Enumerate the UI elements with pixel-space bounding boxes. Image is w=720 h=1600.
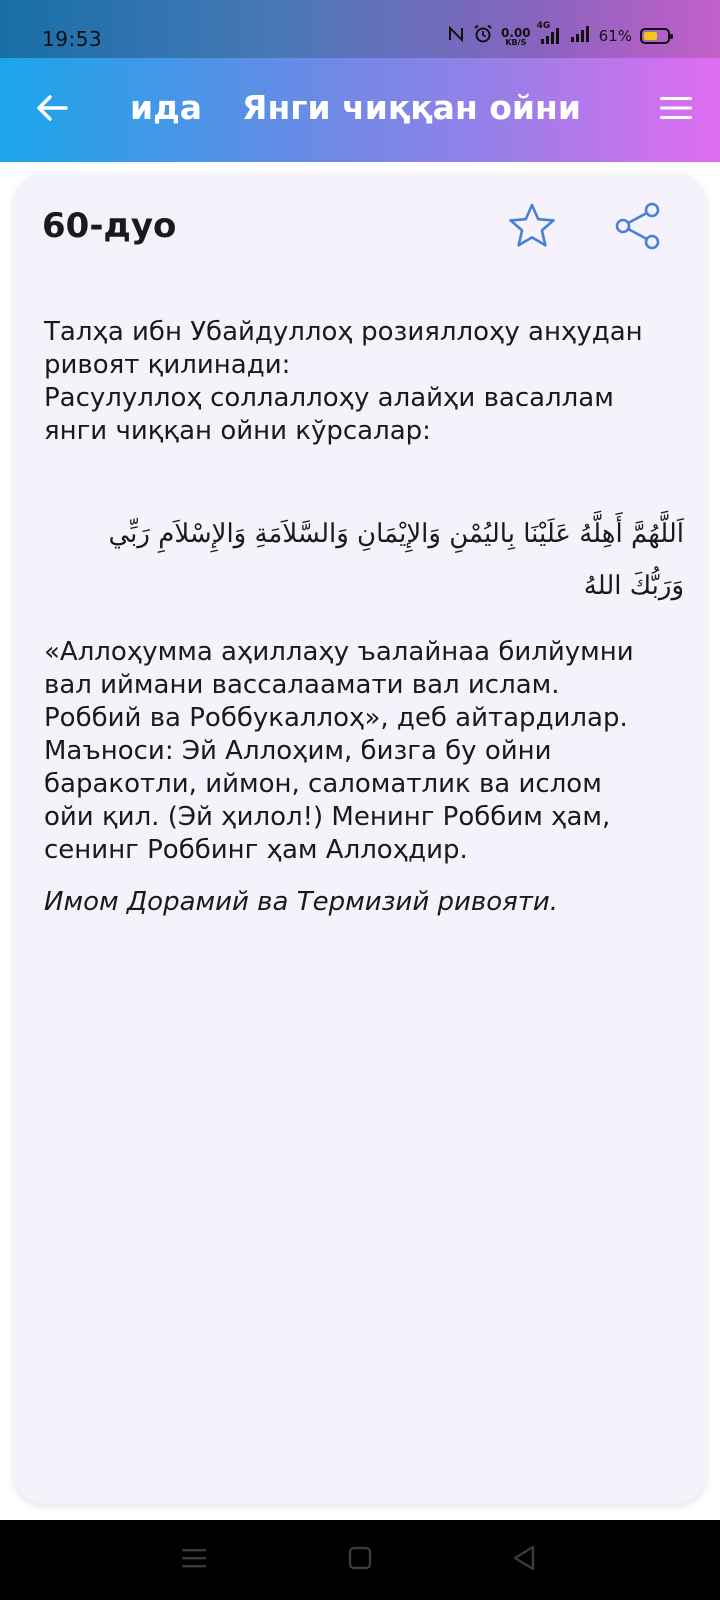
net-speed [501,28,531,48]
alarm-icon [473,24,493,48]
intro-line: янги чиққан ойни кўрсалар: [44,416,431,446]
intro-line: ривоят қилинади: [44,350,291,380]
translation-line: ойи қил. (Эй ҳилол!) Менинг Роббим ҳам, [44,802,611,832]
status-time: 19:53 [42,27,103,51]
status-bar [0,0,720,58]
signal-4g-icon [536,21,561,45]
home-icon [348,1546,372,1574]
battery-percent: 61% [598,27,632,45]
arabic-text: اَللَّهُمَّ أَهِلَّهُ عَلَيْنَا بِاليُمْنِ وَالإِيْمَانِ وَالسَّلاَمَةِ وَالإِسْلاَمِ رَبِّي وَرَبُّكَ اللهُ [108,519,684,601]
app-bar [0,58,720,162]
battery-icon [640,28,670,44]
nav-back-button[interactable] [504,1542,544,1578]
intro-line: Талҳа ибн Убайдуллоҳ розияллоҳу анҳудан [44,317,643,347]
net-speed-value: 0.00 [501,26,531,40]
signal-icon [569,25,591,47]
intro-text [44,316,684,448]
nfc-icon [447,25,465,47]
back-icon [512,1545,536,1575]
back-button[interactable] [28,86,76,134]
system-nav-bar [0,1520,720,1600]
share-button[interactable] [610,200,666,256]
star-outline-icon [507,202,557,254]
translation-line: сенинг Роббинг ҳам Аллоҳдир. [44,835,468,865]
dua-card [14,174,706,1504]
translation-line: Роббий ва Роббукаллоҳ», деб айтардилар. [44,703,628,733]
intro-line: Расулуллоҳ соллаллоҳу алайҳи васаллам [44,383,614,413]
translation-line: «Аллоҳумма аҳиллаҳу ъалайнаа билйумни [44,637,634,667]
share-icon [614,201,662,255]
menu-button[interactable] [652,86,700,134]
page-title: Янги чиққан ойни [242,88,581,127]
net-speed-unit: KB/S [505,38,527,47]
arrow-left-icon [35,93,69,127]
translation-text [44,636,684,867]
title-prev-partial: ида [130,88,203,127]
recent-apps-button[interactable] [174,1542,214,1578]
home-button[interactable] [340,1542,380,1578]
marquee-text [130,88,581,127]
network-type: 4G [536,21,551,31]
source-text: Имом Дорамий ва Термизий ривояти. [44,887,559,917]
translation-line: Маъноси: Эй Аллоҳим, бизга бу ойни [44,736,552,766]
hamburger-menu-icon [659,95,693,125]
translation-line: вал иймани вассалаамати вал ислам. [44,670,560,700]
status-icons [447,21,670,48]
favorite-button[interactable] [504,200,560,256]
battery-fill [644,32,657,40]
dua-title: 60-дуо [42,206,177,246]
recent-apps-icon [181,1547,207,1573]
translation-line: баракотли, иймон, саломатлик ва ислом [44,769,602,799]
title-marquee [130,80,602,140]
